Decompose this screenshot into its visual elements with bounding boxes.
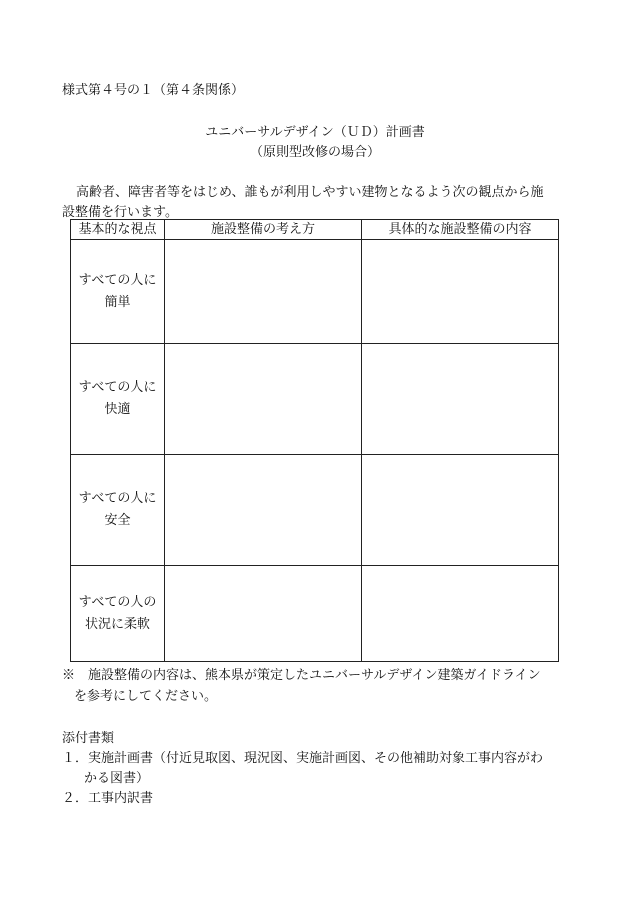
viewpoint-cell (71, 566, 165, 662)
table-row (71, 240, 559, 344)
table-header-row (71, 220, 559, 240)
table-row (71, 566, 559, 662)
viewpoint-line-2: 安全 (104, 513, 131, 528)
intro-text-line-2: 設整備を行います。 (62, 205, 178, 220)
intro-text-line-1: 高齢者、障害者等をはじめ、誰もが利用しやすい建物となるよう次の観点から施 (76, 185, 544, 200)
table-row (71, 344, 559, 455)
document-subtitle: （原則型改修の場合） (249, 145, 380, 160)
note-line-1: ※ 施設整備の内容は、熊本県が策定したユニバーサルデザイン建築ガイドライン (62, 668, 541, 683)
approach-cell[interactable] (165, 455, 362, 566)
viewpoint-line-1: すべての人に (78, 380, 157, 395)
header-approach: 施設整備の考え方 (165, 220, 362, 240)
viewpoint-line-1: すべての人の (78, 594, 157, 610)
approach-cell[interactable] (165, 566, 362, 662)
viewpoint-line-1: すべての人に (78, 491, 157, 506)
approach-cell[interactable] (165, 344, 362, 455)
header-basic-viewpoint: 基本的な視点 (71, 220, 165, 240)
table-row (71, 455, 559, 566)
details-cell[interactable] (362, 566, 559, 662)
viewpoint-line-1: すべての人に (78, 272, 157, 288)
viewpoint-cell (71, 344, 165, 455)
attachment-item-1-line-1: １．実施計画書（付近見取図、現況図、実施計画図、その他補助対象工事内容がわ (62, 751, 544, 766)
form-number: 様式第４号の１（第４条関係） (62, 83, 245, 98)
attachment-item-2: ２．工事内訳書 (62, 791, 154, 806)
document-title: ユニバーサルデザイン（ＵＤ）計画書 (205, 125, 425, 140)
viewpoint-line-2: 快適 (104, 402, 131, 417)
header-details: 具体的な施設整備の内容 (362, 220, 559, 240)
note-line-2: を参考にしてください。 (74, 689, 218, 704)
viewpoint-cell (71, 240, 165, 344)
details-cell[interactable] (362, 344, 559, 455)
viewpoint-line-2: 簡単 (104, 294, 131, 310)
details-cell[interactable] (362, 240, 559, 344)
details-cell[interactable] (362, 455, 559, 566)
ud-plan-table (70, 219, 559, 662)
viewpoint-line-2: 状況に柔軟 (84, 616, 150, 632)
viewpoint-cell (71, 455, 165, 566)
attachment-item-1-line-2: かる図書） (84, 771, 150, 786)
attachments-heading: 添付書類 (62, 731, 115, 746)
approach-cell[interactable] (165, 240, 362, 344)
